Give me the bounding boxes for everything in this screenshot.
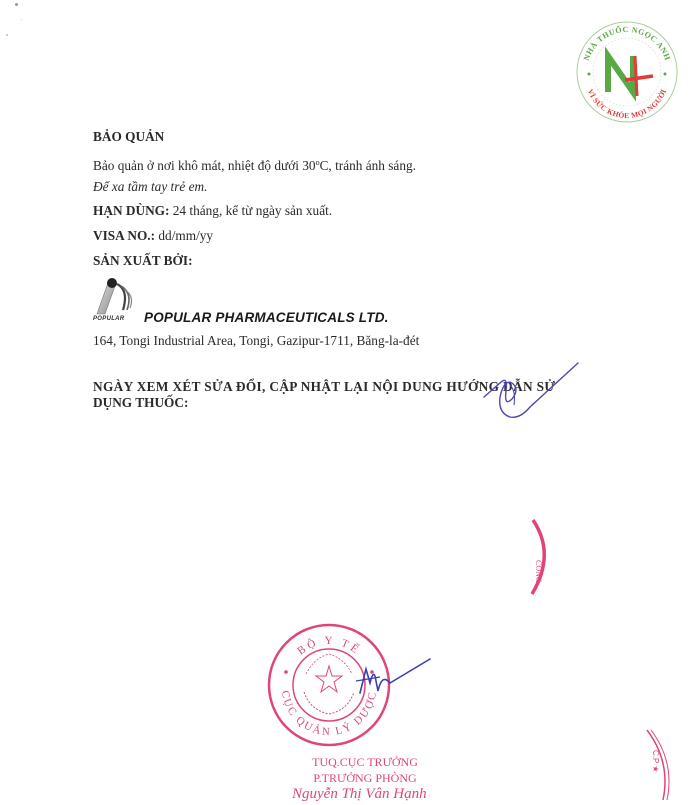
revision-heading-line1: NGÀY XEM XÉT SỬA ĐỔI, CẬP NHẬT LẠI NỘI DUNG HƯỚNG DẪN SỬ: [93, 379, 556, 394]
signatory-line1: TUQ.CỤC TRƯỞNG: [312, 755, 418, 769]
stamp-arc-icon: [645, 728, 675, 800]
manufacturer-heading: SẢN XUẤT BỞI:: [93, 253, 193, 268]
svg-text:C.P ★: C.P ★: [651, 750, 660, 773]
manufacturer-name: POPULAR PHARMACEUTICALS LTD.: [144, 310, 389, 325]
signature-blue-lower: [350, 655, 435, 700]
svg-text:BỘ Y TẾ: BỘ Y TẾ: [295, 634, 363, 658]
expiry-label: HẠN DÙNG:: [93, 203, 170, 218]
handwritten-signature-icon: [470, 355, 590, 425]
popular-logo-icon: [93, 276, 139, 318]
storage-heading: BẢO QUẢN: [93, 129, 165, 144]
child-warning: Để xa tầm tay trẻ em.: [93, 179, 208, 194]
svg-text:VÌ SỨC KHỎE MỌI NGƯỜI: VÌ SỨC KHỎE MỌI NGƯỜI: [585, 87, 669, 121]
signatory-name: Nguyễn Thị Vân Hạnh: [292, 786, 427, 802]
visa-line: [93, 228, 213, 244]
expiry-line: [93, 203, 332, 219]
partial-stamp-lower: [645, 728, 675, 800]
partial-stamp-upper: [528, 518, 558, 598]
manufacturer-address: 164, Tongi Industrial Area, Tongi, Gazipur-1711, Băng-la-đét: [93, 333, 420, 348]
visa-value: dd/mm/yy: [155, 228, 214, 243]
svg-text:CỤC QUẢN LÝ DƯỢC: CỤC QUẢN LÝ DƯỢC: [278, 689, 380, 739]
stamp-arc-icon: [528, 518, 558, 598]
signature-blue-upper: [470, 355, 590, 425]
expiry-value: 24 tháng, kể từ ngày sản xuất.: [169, 203, 333, 218]
signatory-title: [300, 754, 430, 786]
svg-text:NHÀ THUỐC NGỌC ANH: NHÀ THUỐC NGỌC ANH: [581, 24, 673, 62]
handwritten-signature-icon: [350, 655, 435, 700]
svg-text:CÔNG: CÔNG: [534, 560, 543, 583]
storage-text-pre: Bảo quản ở nơi khô mát, nhiệt độ dưới 30: [93, 158, 316, 173]
degree-sup: o: [315, 158, 320, 167]
storage-text-post: C, tránh ánh sáng.: [319, 158, 416, 173]
pharmacy-seal-icon: [573, 18, 681, 126]
pharmacy-logo: [573, 18, 681, 126]
revision-heading-line2: DỤNG THUỐC:: [93, 395, 189, 410]
signatory-line2: P.TRƯỞNG PHÒNG: [313, 771, 417, 785]
visa-label: VISA NO.:: [93, 228, 156, 243]
storage-instructions: [93, 155, 416, 174]
popular-logo-label: POPULAR: [93, 316, 125, 322]
popular-logo: [93, 276, 139, 324]
